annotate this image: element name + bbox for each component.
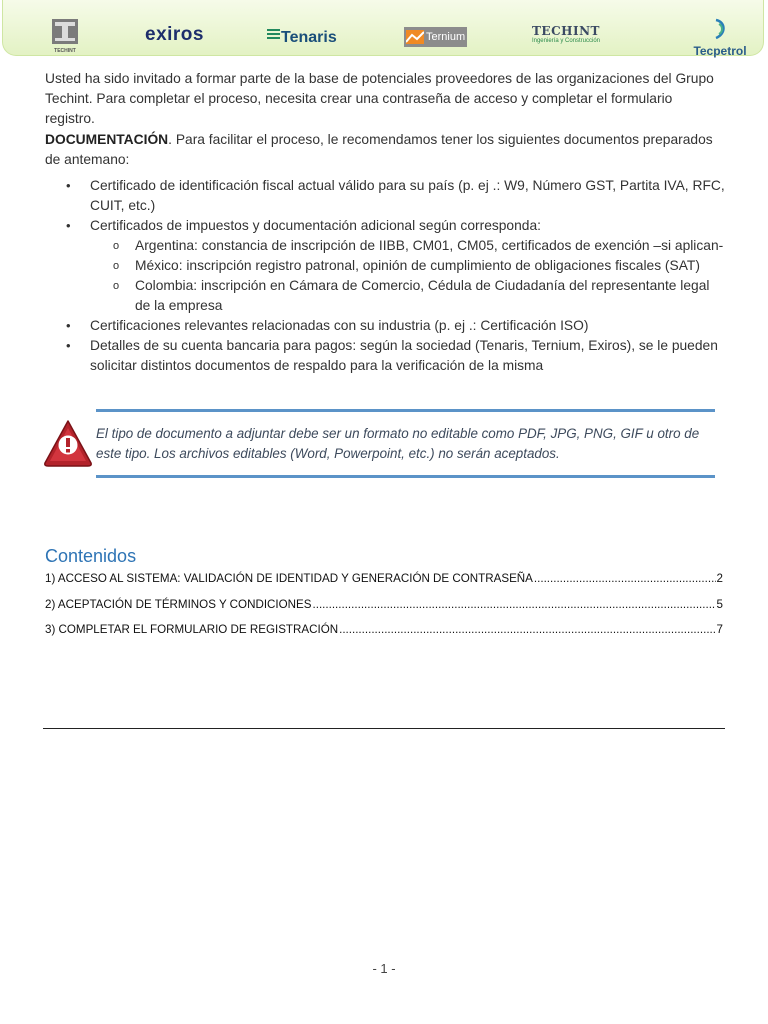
toc-dot-leader bbox=[313, 597, 716, 613]
techint-tower-logo bbox=[51, 18, 79, 54]
documentation-paragraph bbox=[45, 130, 725, 170]
ternium-mark-icon bbox=[406, 30, 424, 44]
list-item bbox=[45, 176, 725, 216]
country-sublist bbox=[90, 236, 725, 316]
ternium-logo bbox=[404, 27, 467, 47]
tecpetrol-swirl-icon bbox=[710, 18, 730, 40]
toc-entry-access[interactable] bbox=[45, 571, 723, 597]
table-of-contents bbox=[45, 571, 723, 648]
sublist-item bbox=[90, 256, 725, 276]
list-item-text: Certificaciones relevantes relacionadas con su industria (p. ej .: Certificación ISO) bbox=[90, 318, 589, 333]
exiros-logo bbox=[145, 24, 204, 46]
toc-dot-leader bbox=[339, 622, 715, 638]
toc-entry-page[interactable]: 5 bbox=[716, 597, 723, 611]
documents-list bbox=[45, 176, 725, 376]
warning-top-rule bbox=[96, 409, 715, 412]
tecpetrol-logo-text: Tecpetrol bbox=[693, 44, 747, 58]
techint-logo-text: TECHINT bbox=[532, 24, 600, 38]
exiros-logo-text: exiros bbox=[145, 24, 204, 45]
toc-entry-label[interactable]: 3) COMPLETAR EL FORMULARIO DE REGISTRACIÓN bbox=[45, 623, 339, 636]
toc-entry-form[interactable] bbox=[45, 622, 723, 648]
toc-entry-terms[interactable] bbox=[45, 597, 723, 623]
intro-paragraph: Usted ha sido invitado a formar parte de la base de potenciales proveedores de las organizaciones del Grupo Techint. Para completar el proceso, necesita crear una contraseña de acceso y completar el formulario registro. bbox=[45, 71, 714, 126]
list-item-text: Detalles de su cuenta bancaria para pagos: según la sociedad (Tenaris, Ternium, Exiros), se le pueden solicitar distintos documentos de respaldo para la verificación de la misma bbox=[90, 338, 718, 373]
toc-title: Contenidos bbox=[45, 546, 137, 566]
warning-bottom-rule bbox=[96, 475, 715, 478]
toc-entry-page[interactable]: 2 bbox=[716, 572, 723, 585]
techint-logo-subtitle: Ingeniería y Construcción bbox=[531, 38, 601, 44]
documentation-text: . Para facilitar el proceso, le recomendamos tener los siguientes documentos preparados de antemano: bbox=[45, 132, 713, 167]
warning-text: El tipo de documento a adjuntar debe ser un formato no editable como PDF, JPG, PNG, GIF u otro de este tipo. Los archivos editables (Word, Powerpoint, etc.) no serán aceptados. bbox=[96, 426, 700, 461]
sublist-item-text: Argentina: constancia de inscripción de IIBB, CM01, CM05, certificados de exención –si aplican- bbox=[135, 238, 724, 253]
list-item-text: Certificado de identificación fiscal actual válido para su país (p. ej .: W9, Número GST, Partita IVA, RFC, CUIT, etc.) bbox=[90, 178, 725, 213]
sublist-item-text: México: inscripción registro patronal, opinión de cumplimiento de obligaciones fiscales (SAT) bbox=[135, 258, 700, 273]
toc-entry-page[interactable]: 7 bbox=[716, 623, 723, 636]
page-number: - 1 - bbox=[372, 961, 396, 976]
logo-header bbox=[2, 0, 764, 56]
document-body bbox=[45, 69, 725, 376]
list-item-text: Certificados de impuestos y documentación adicional según corresponda: bbox=[90, 218, 541, 233]
techint-tower-caption: TECHINT bbox=[54, 48, 76, 54]
list-item bbox=[45, 316, 725, 336]
toc-entry-label[interactable]: 1) ACCESO AL SISTEMA: VALIDACIÓN DE IDENTIDAD Y GENERACIÓN DE CONTRASEÑA bbox=[45, 572, 533, 585]
documentation-heading: DOCUMENTACIÓN bbox=[45, 132, 169, 147]
list-item bbox=[45, 336, 725, 376]
list-item bbox=[45, 216, 725, 316]
techint-ic-logo bbox=[530, 25, 602, 45]
warning-icon bbox=[43, 418, 93, 468]
tenaris-logo-text: Tenaris bbox=[281, 29, 337, 46]
sublist-item bbox=[90, 276, 725, 316]
toc-dot-leader bbox=[534, 571, 716, 587]
ternium-logo-text: Ternium bbox=[426, 31, 466, 43]
tecpetrol-logo bbox=[687, 18, 753, 58]
footer-divider bbox=[43, 728, 725, 729]
sublist-item bbox=[90, 236, 725, 256]
toc-entry-label[interactable]: 2) ACEPTACIÓN DE TÉRMINOS Y CONDICIONES bbox=[45, 597, 312, 611]
tenaris-bars-icon bbox=[267, 29, 280, 40]
sublist-item-text: Colombia: inscripción en Cámara de Comercio, Cédula de Ciudadanía del representante legal de la empresa bbox=[135, 278, 710, 313]
